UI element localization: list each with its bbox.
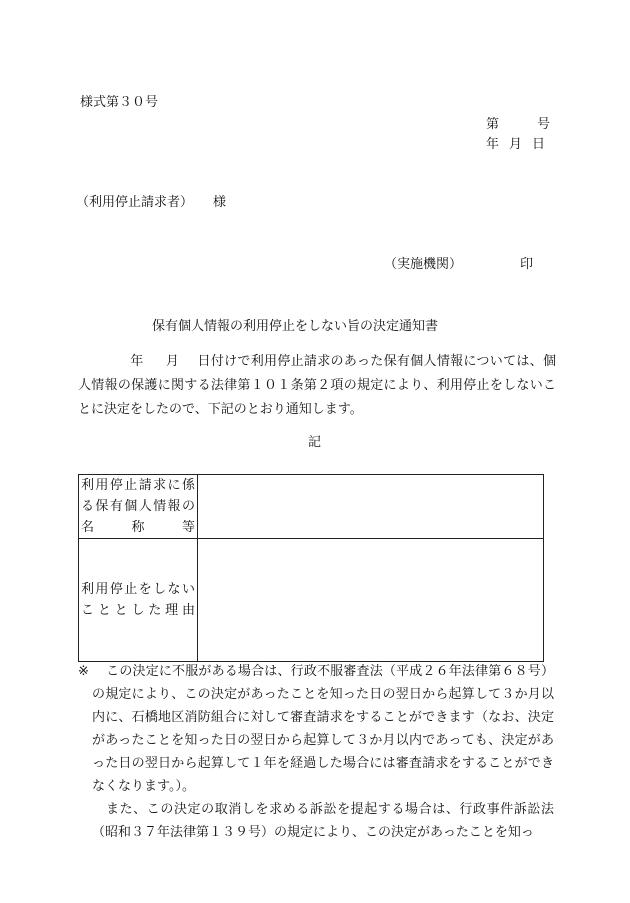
note-paragraph-1: [78, 660, 554, 798]
agency-seal: 印: [520, 257, 534, 272]
issue-date-line: [486, 134, 545, 156]
table-label-cell: 利用停止をしないこととした理由: [79, 539, 198, 662]
body-text: 日付けで利用停止請求のあった保有個人情報については、個人情報の保護に関する法律第１０１条第２項の規定により、利用停止をしないことに決定をしたので、下記のとおり通知します。: [78, 354, 556, 417]
ki-heading: 記: [308, 435, 322, 450]
recipient-honorific: 様: [213, 195, 227, 210]
note-mark: ※: [78, 664, 89, 679]
table-label-cell: 利用停止請求に係る保有個人情報の名称等: [79, 475, 198, 539]
date-month: 月: [509, 137, 523, 152]
form-number: 様式第３０号: [80, 95, 159, 110]
document-number-line: [486, 114, 550, 136]
document-number-suffix: 号: [537, 117, 551, 132]
recipient-line: [76, 192, 226, 214]
note-paragraph-1-text: この決定に不服がある場合は、行政不服審査法（平成２６年法律第６８号）の規定により、この決定があったことを知った日の翌日から起算して３か月以内に、石橋地区消防組合に対して審査請求をすることができます（なお、決定があったことを知った日の翌日から起算して３か月以内であっても、決定があった日の翌日から起算して１年を経過した場合には審査請求をすることができなくなります。）。: [92, 664, 554, 794]
agency-name: （実施機関）: [384, 257, 463, 272]
note-section: [78, 660, 554, 844]
body-year: 年: [130, 354, 144, 369]
date-year: 年: [486, 137, 500, 152]
recipient-name: （利用停止請求者）: [76, 195, 194, 210]
table-value-cell: [198, 539, 544, 662]
decision-table: [78, 474, 544, 662]
date-day: 日: [532, 137, 546, 152]
document-title: 保有個人情報の利用停止をしない旨の決定通知書: [152, 319, 439, 334]
document-number-prefix: 第: [486, 117, 500, 132]
body-month: 月: [165, 354, 180, 369]
body-paragraph: [78, 350, 556, 422]
table-row: [79, 539, 544, 662]
note-paragraph-2: また、この決定の取消しを求める訴訟を提起する場合は、行政事件訴訟法（昭和３７年法律第１３９号）の規定により、この決定があったことを知っ: [92, 802, 554, 840]
agency-line: [384, 254, 533, 276]
table-row: [79, 475, 544, 539]
table-value-cell: [198, 475, 544, 539]
